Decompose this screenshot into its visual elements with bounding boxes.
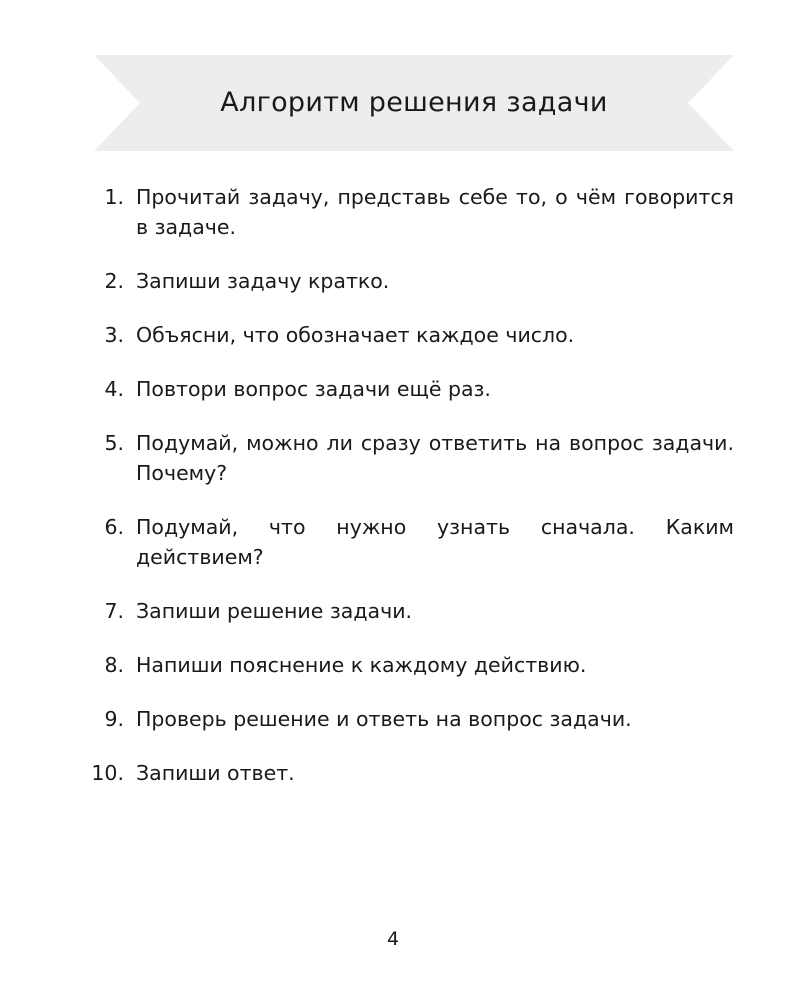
step-number: 3.: [104, 323, 124, 347]
title-banner: [94, 55, 734, 151]
step-number: 1.: [104, 185, 124, 209]
step-text: Запиши решение задачи.: [136, 599, 413, 623]
list-item: [0, 266, 786, 296]
step-number: 5.: [104, 431, 124, 455]
page-number: 4: [386, 928, 400, 950]
list-item: [0, 182, 786, 242]
algorithm-steps-list: [0, 182, 786, 812]
step-number: 7.: [104, 599, 124, 623]
step-text: Подумай, что нужно узнать сначала. Каким действием?: [136, 515, 734, 569]
list-item: [0, 596, 786, 626]
list-item: [0, 704, 786, 734]
page-title: Алгоритм решения задачи: [220, 87, 608, 118]
list-item: [0, 758, 786, 788]
step-text: Проверь решение и ответь на вопрос задачи.: [136, 707, 632, 731]
list-item: [0, 320, 786, 350]
step-number: 8.: [104, 653, 124, 677]
step-text: Напиши пояснение к каждому действию.: [136, 653, 587, 677]
step-text: Прочитай задачу, представь себе то, о чём говорится в задаче.: [136, 185, 734, 239]
step-number: 2.: [104, 269, 124, 293]
step-number: 9.: [104, 707, 124, 731]
step-text: Подумай, можно ли сразу ответить на вопрос задачи. Почему?: [136, 431, 734, 485]
step-text: Повтори вопрос задачи ещё раз.: [136, 377, 491, 401]
step-text: Запиши ответ.: [136, 761, 295, 785]
list-item: [0, 374, 786, 404]
step-number: 4.: [104, 377, 124, 401]
step-number: 6.: [104, 515, 124, 539]
list-item: [0, 512, 786, 572]
list-item: [0, 428, 786, 488]
list-item: [0, 650, 786, 680]
step-number: 10.: [91, 761, 124, 785]
step-text: Объясни, что обозначает каждое число.: [136, 323, 575, 347]
step-text: Запиши задачу кратко.: [136, 269, 390, 293]
